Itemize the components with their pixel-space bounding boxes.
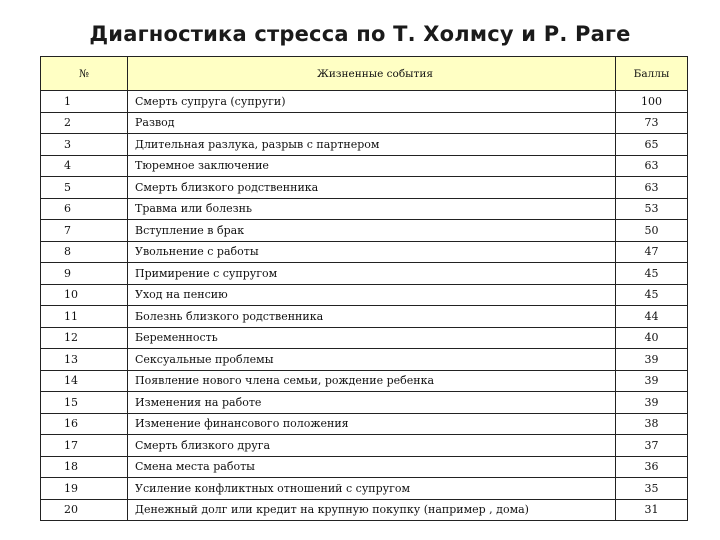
table-row [41, 241, 688, 263]
row-number: 1 [41, 91, 128, 113]
row-number: 10 [41, 284, 128, 306]
row-score: 31 [616, 499, 688, 521]
table-row [41, 263, 688, 285]
row-number: 12 [41, 327, 128, 349]
row-score: 47 [616, 241, 688, 263]
table-row [41, 413, 688, 435]
row-score: 36 [616, 456, 688, 478]
row-number: 20 [41, 499, 128, 521]
row-score: 45 [616, 263, 688, 285]
table-row [41, 134, 688, 156]
table-row [41, 91, 688, 113]
row-event: Изменения на работе [128, 392, 616, 414]
row-number: 16 [41, 413, 128, 435]
row-event: Уход на пенсию [128, 284, 616, 306]
row-score: 73 [616, 112, 688, 134]
table-row [41, 220, 688, 242]
row-number: 19 [41, 478, 128, 500]
row-number: 3 [41, 134, 128, 156]
row-score: 39 [616, 349, 688, 371]
row-event: Смерть супруга (супруги) [128, 91, 616, 113]
row-score: 39 [616, 392, 688, 414]
row-number: 7 [41, 220, 128, 242]
row-number: 18 [41, 456, 128, 478]
table-row [41, 456, 688, 478]
row-number: 11 [41, 306, 128, 328]
row-score: 44 [616, 306, 688, 328]
page-title: Диагностика стресса по Т. Холмсу и Р. Раге [89, 22, 631, 46]
row-event: Смерть близкого родственника [128, 177, 616, 199]
table-row [41, 499, 688, 521]
row-score: 63 [616, 177, 688, 199]
row-score: 50 [616, 220, 688, 242]
row-number: 6 [41, 198, 128, 220]
row-number: 2 [41, 112, 128, 134]
row-event: Денежный долг или кредит на крупную покупку (например , дома) [128, 499, 616, 521]
table-row [41, 284, 688, 306]
row-number: 13 [41, 349, 128, 371]
table-row [41, 392, 688, 414]
row-number: 17 [41, 435, 128, 457]
row-score: 37 [616, 435, 688, 457]
row-event: Длительная разлука, разрыв с партнером [128, 134, 616, 156]
row-number: 5 [41, 177, 128, 199]
row-event: Болезнь близкого родственника [128, 306, 616, 328]
row-event: Примирение с супругом [128, 263, 616, 285]
row-event: Смена места работы [128, 456, 616, 478]
table-row [41, 435, 688, 457]
table-row [41, 370, 688, 392]
row-event: Увольнение с работы [128, 241, 616, 263]
table-row [41, 198, 688, 220]
row-event: Развод [128, 112, 616, 134]
row-score: 100 [616, 91, 688, 113]
column-header-event: Жизненные события [128, 57, 616, 91]
row-event: Травма или болезнь [128, 198, 616, 220]
row-score: 63 [616, 155, 688, 177]
row-score: 38 [616, 413, 688, 435]
row-event: Смерть близкого друга [128, 435, 616, 457]
table-row [41, 327, 688, 349]
row-number: 4 [41, 155, 128, 177]
row-event: Тюремное заключение [128, 155, 616, 177]
table-row [41, 112, 688, 134]
row-event: Усиление конфликтных отношений с супругом [128, 478, 616, 500]
row-number: 15 [41, 392, 128, 414]
table-row [41, 349, 688, 371]
row-score: 45 [616, 284, 688, 306]
row-number: 9 [41, 263, 128, 285]
column-header-score: Баллы [616, 57, 688, 91]
row-event: Беременность [128, 327, 616, 349]
table-row [41, 306, 688, 328]
row-event: Изменение финансового положения [128, 413, 616, 435]
row-score: 39 [616, 370, 688, 392]
stress-events-table [40, 56, 688, 521]
row-score: 35 [616, 478, 688, 500]
row-event: Вступление в брак [128, 220, 616, 242]
row-score: 40 [616, 327, 688, 349]
row-number: 14 [41, 370, 128, 392]
row-event: Появление нового члена семьи, рождение ребенка [128, 370, 616, 392]
row-event: Сексуальные проблемы [128, 349, 616, 371]
table-row [41, 478, 688, 500]
column-header-number: № [41, 57, 128, 91]
row-number: 8 [41, 241, 128, 263]
table-header-row [41, 57, 688, 91]
row-score: 53 [616, 198, 688, 220]
table-row [41, 177, 688, 199]
row-score: 65 [616, 134, 688, 156]
table-row [41, 155, 688, 177]
